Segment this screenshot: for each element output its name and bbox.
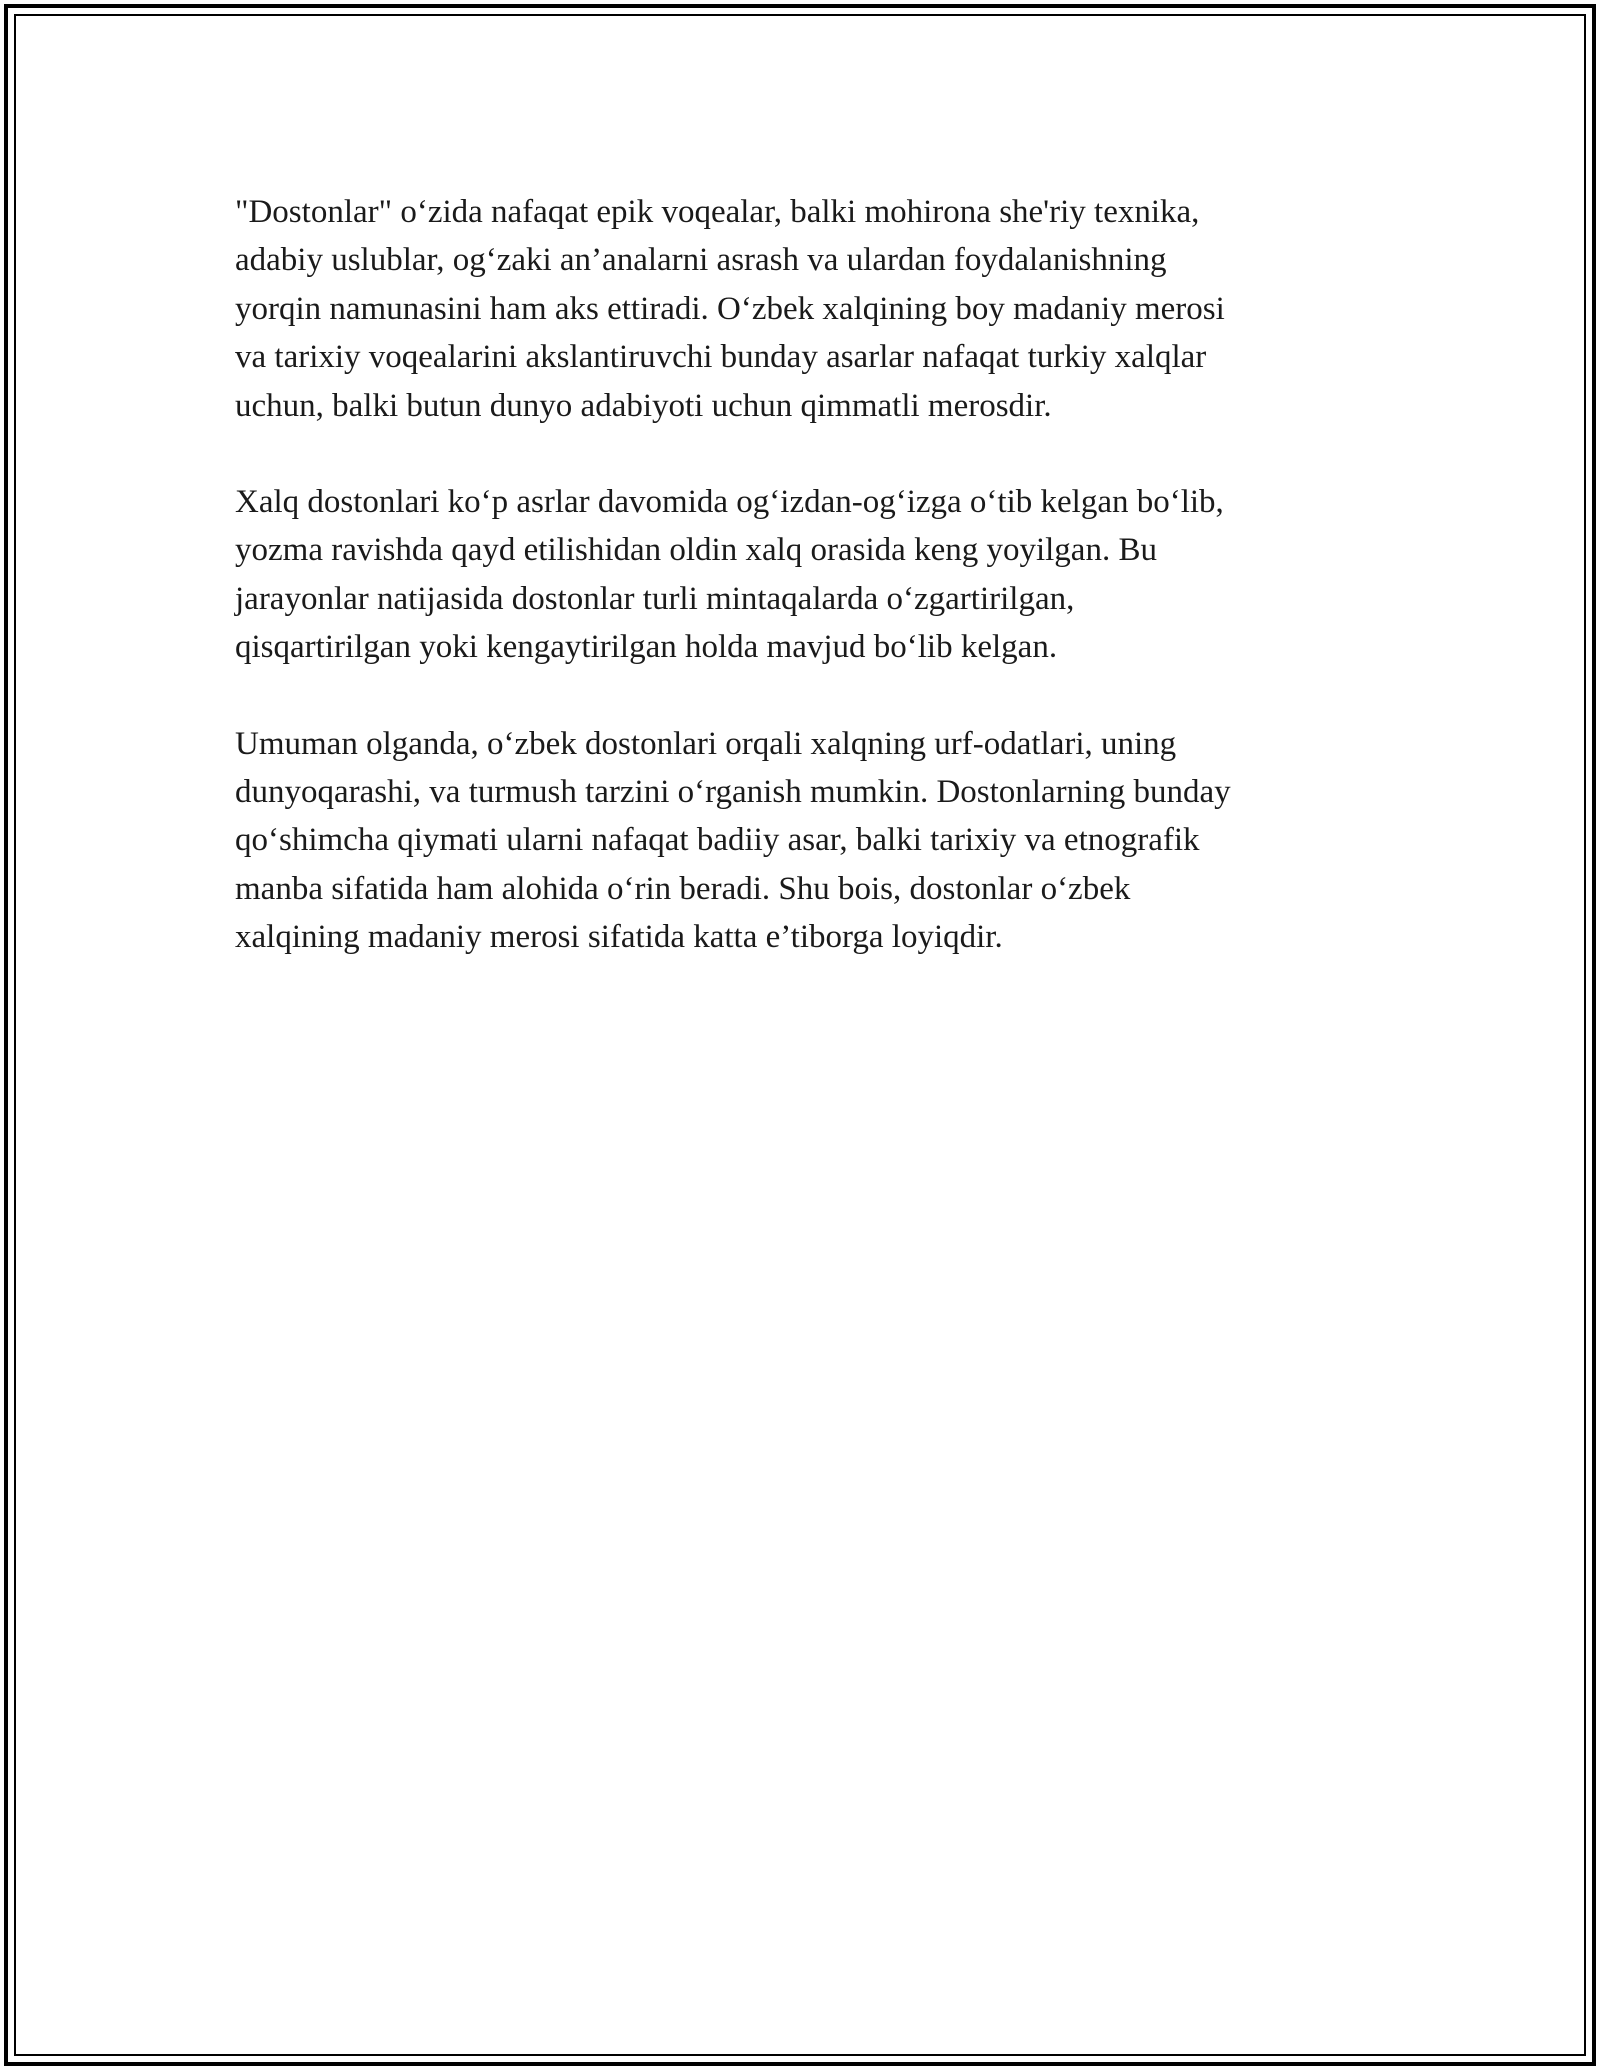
paragraph-dostonlar-intro: "Dostonlar" o‘zida nafaqat epik voqealar, balki mohirona she'riy texnika, adabiy uslublar, og‘zaki an’analarni asrash va ulardan foydalanishning yorqin namunasini ham aks ettiradi. O‘zbek xalqining boy madaniy merosi va tarixiy voqealarini akslantiruvchi bunday asarlar nafaqat turkiy xalqlar uchun, balki butun dunyo adabiyoti uchun qimmatli merosdir. xyxy=(235,194,1225,424)
paragraph-oral-tradition: Xalq dostonlari ko‘p asrlar davomida og‘izdan-og‘izga o‘tib kelgan bo‘lib, yozma ravishda qayd etilishidan oldin xalq orasida keng yoyilgan. Bu jarayonlar natijasida dostonlar turli mintaqalarda o‘zgartirilgan, qisqartirilgan yoki kengaytirilgan holda mavjud bo‘lib kelgan. xyxy=(235,484,1224,666)
document-body xyxy=(235,188,1365,1010)
paragraph-conclusion: Umuman olganda, o‘zbek dostonlari orqali xalqning urf-odatlari, uning dunyoqarashi, va turmush tarzini o‘rganish mumkin. Dostonlarning bunday qo‘shimcha qiymati ularni nafaqat badiiy asar, balki tarixiy va etnografik manba sifatida ham alohida o‘rin beradi. Shu bois, dostonlar o‘zbek xalqining madaniy merosi sifatida katta e’tiborga loyiqdir. xyxy=(235,725,1231,956)
